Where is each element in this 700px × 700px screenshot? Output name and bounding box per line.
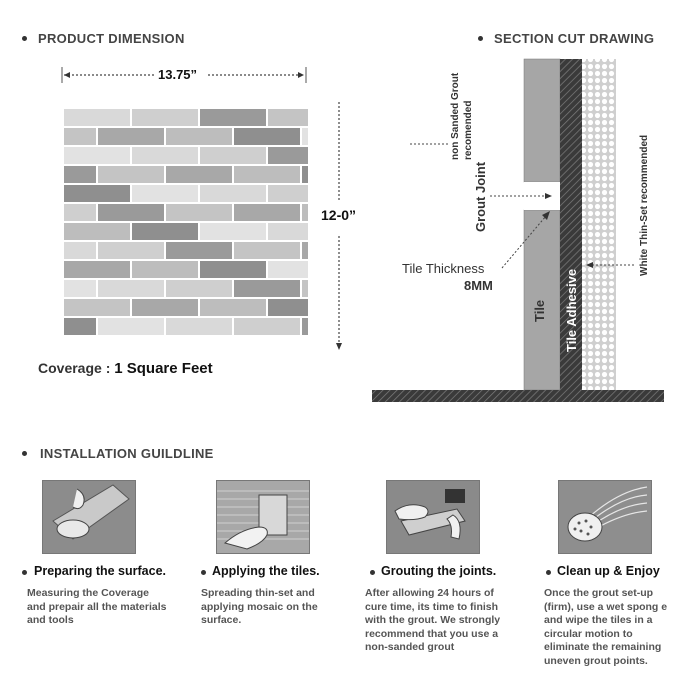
- tile-thickness-value: 8MM: [464, 278, 493, 293]
- mosaic-tile: [302, 128, 308, 145]
- mosaic-tile: [200, 147, 266, 164]
- step4-title: Clean up & Enjoy: [557, 564, 660, 578]
- mosaic-tile: [98, 242, 164, 259]
- step2-title: Applying the tiles.: [212, 564, 320, 578]
- section-cut-drawing: [370, 56, 670, 406]
- step1-title: Preparing the surface.: [34, 564, 166, 578]
- mosaic-tile: [166, 166, 232, 183]
- mosaic-tile: [132, 147, 198, 164]
- mosaic-tile: [64, 128, 96, 145]
- mosaic-tile: [268, 109, 308, 126]
- step3-title: Grouting the joints.: [381, 564, 497, 578]
- section-cut-title: SECTION CUT DRAWING: [494, 31, 655, 46]
- grout-note-line1: non Sanded Grout: [450, 72, 461, 160]
- mosaic-tile: [234, 318, 300, 335]
- width-label: 13.75”: [158, 67, 198, 82]
- height-label: 12-0”: [321, 207, 357, 223]
- mosaic-tile: [268, 299, 308, 316]
- mosaic-tile: [166, 280, 232, 297]
- mosaic-tile: [268, 185, 308, 202]
- tile-label: Tile: [532, 299, 547, 322]
- step-bullet: [370, 570, 375, 575]
- mosaic-tile: [98, 280, 164, 297]
- mosaic-tile: [200, 185, 266, 202]
- mosaic-tile: [98, 128, 164, 145]
- mosaic-tile: [64, 223, 130, 240]
- mosaic-tile: [64, 261, 130, 278]
- step4-image: [558, 480, 652, 554]
- trowel-icon: [217, 481, 309, 553]
- mosaic-tile: [234, 128, 300, 145]
- mosaic-tile: [132, 109, 198, 126]
- section-bullet: [22, 36, 27, 41]
- mosaic-sheet-image: [63, 108, 309, 340]
- step-bullet: [201, 570, 206, 575]
- mosaic-tile: [64, 280, 96, 297]
- step-bullet: [22, 570, 27, 575]
- mosaic-tile: [234, 280, 300, 297]
- tile-adhesive-label: Tile Adhesive: [564, 268, 579, 352]
- step3-desc: After allowing 24 hours of cure time, its time to finish with the grout. We strongly recommend that you use a non-sanded grout: [365, 587, 501, 653]
- thinset-note: White Thin-Set recommended: [639, 134, 650, 276]
- mosaic-tile: [98, 318, 164, 335]
- mosaic-tile: [268, 147, 308, 164]
- mosaic-tile: [200, 261, 266, 278]
- tape-measure-icon: [43, 481, 135, 553]
- step2-desc: Spreading thin-set and applying mosaic on the surface.: [201, 587, 318, 626]
- coverage-label: Coverage :: [38, 360, 111, 376]
- step4-desc: Once the grout set-up (firm), use a wet spong e and wipe the tiles in a circular motion to eliminate the remaining uneven grout points.: [544, 587, 668, 667]
- mosaic-tile: [166, 318, 232, 335]
- section-bullet: [478, 36, 483, 41]
- mosaic-tile: [64, 242, 96, 259]
- mosaic-tile: [64, 204, 96, 221]
- mosaic-tile: [200, 223, 266, 240]
- mosaic-tile: [302, 280, 308, 297]
- sponge-icon: [559, 481, 651, 553]
- thinset-wall: [582, 59, 616, 390]
- grout-float-icon: [387, 481, 479, 553]
- mosaic-tile: [234, 204, 300, 221]
- mosaic-tile: [98, 204, 164, 221]
- mosaic-tile: [166, 128, 232, 145]
- mosaic-tile: [234, 242, 300, 259]
- tile-thickness-label: Tile Thickness: [402, 261, 485, 276]
- step1-desc: Measuring the Coverage and prepair all the materials and tools: [27, 587, 167, 626]
- product-dimension-title: PRODUCT DIMENSION: [38, 31, 185, 46]
- mosaic-tile: [200, 109, 266, 126]
- mosaic-tile: [132, 299, 198, 316]
- mosaic-tile: [98, 166, 164, 183]
- grout-note-line2: recomended: [463, 100, 474, 160]
- mosaic-tile: [64, 166, 96, 183]
- step1-image: [42, 480, 136, 554]
- mosaic-tile: [200, 299, 266, 316]
- mosaic-tile: [268, 223, 308, 240]
- mosaic-tile: [64, 185, 130, 202]
- coverage-value: 1 Square Feet: [114, 360, 213, 377]
- step2-image: [216, 480, 310, 554]
- mosaic-tile: [302, 242, 308, 259]
- grout-joint-label: Grout Joint: [473, 161, 488, 232]
- mosaic-tile: [64, 318, 96, 335]
- mosaic-tile: [64, 109, 130, 126]
- mosaic-tile: [64, 299, 130, 316]
- mosaic-tile: [268, 261, 308, 278]
- floor-base: [372, 390, 664, 402]
- upper-tile: [524, 59, 560, 182]
- mosaic-tile: [166, 242, 232, 259]
- mosaic-tile: [132, 185, 198, 202]
- mosaic-tile: [302, 166, 308, 183]
- mosaic-tile: [132, 223, 198, 240]
- step-bullet: [546, 570, 551, 575]
- step3-image: [386, 480, 480, 554]
- mosaic-tile: [64, 147, 130, 164]
- height-dimension-line: [326, 98, 352, 354]
- coverage-text: [38, 360, 213, 377]
- mosaic-tile: [302, 204, 308, 221]
- mosaic-tile: [132, 261, 198, 278]
- mosaic-tile: [302, 318, 308, 335]
- mosaic-tile: [166, 204, 232, 221]
- mosaic-tile: [234, 166, 300, 183]
- section-bullet: [22, 451, 27, 456]
- installation-title: INSTALLATION GUILDLINE: [40, 446, 214, 461]
